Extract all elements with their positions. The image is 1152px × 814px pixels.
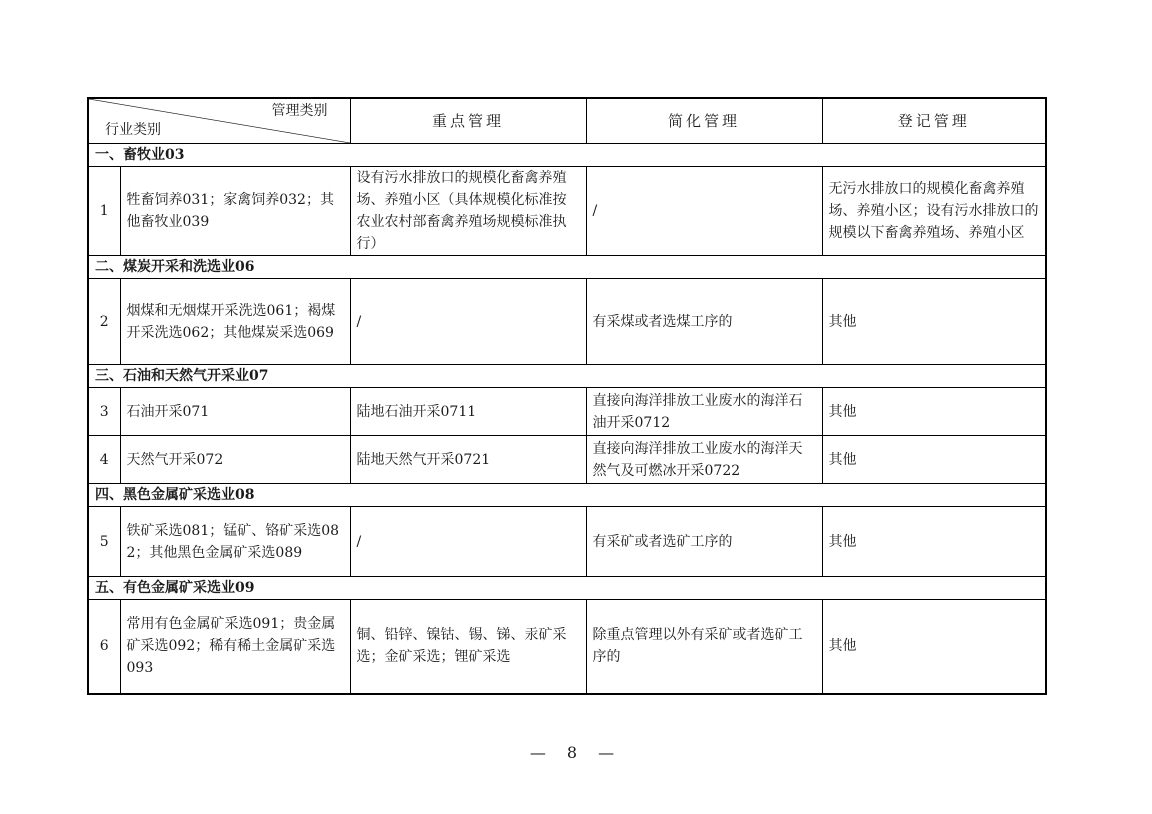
simplified-management-cell: / xyxy=(586,167,822,256)
header-registration-management: 登记管理 xyxy=(822,98,1046,144)
row-number: 1 xyxy=(88,167,120,256)
industry-cell: 常用有色金属矿采选091；贵金属矿采选092；稀有稀土金属矿采选093 xyxy=(120,600,350,694)
simplified-management-cell: 有采煤或者选煤工序的 xyxy=(586,279,822,365)
simplified-management-cell: 直接向海洋排放工业废水的海洋石油开采0712 xyxy=(586,388,822,436)
registration-management-cell: 无污水排放口的规模化畜禽养殖场、养殖小区；设有污水排放口的规模以下畜禽养殖场、养殖小区 xyxy=(822,167,1046,256)
page-number: — 8 — xyxy=(529,743,623,762)
registration-management-cell: 其他 xyxy=(822,600,1046,694)
diagonal-header-cell xyxy=(88,98,350,144)
section-row xyxy=(88,365,1046,388)
header-simplified-management: 简化管理 xyxy=(586,98,822,144)
registration-management-cell: 其他 xyxy=(822,436,1046,484)
row-number: 3 xyxy=(88,388,120,436)
section-row xyxy=(88,577,1046,600)
industry-category-label: 行业类别 xyxy=(105,122,161,138)
registration-management-cell: 其他 xyxy=(822,507,1046,577)
row-number: 6 xyxy=(88,600,120,694)
simplified-management-cell: 有采矿或者选矿工序的 xyxy=(586,507,822,577)
key-management-cell: / xyxy=(350,279,586,365)
key-management-cell: 设有污水排放口的规模化畜禽养殖场、养殖小区（具体规模化标准按农业农村部畜禽养殖场规模标准执行） xyxy=(350,167,586,256)
industry-cell: 天然气开采072 xyxy=(120,436,350,484)
header-row xyxy=(88,98,1046,144)
table-row xyxy=(88,600,1046,694)
section-title: 三、石油和天然气开采业07 xyxy=(88,365,1046,388)
table-row xyxy=(88,507,1046,577)
section-row xyxy=(88,144,1046,167)
section-title: 五、有色金属矿采选业09 xyxy=(88,577,1046,600)
simplified-management-cell: 直接向海洋排放工业废水的海洋天然气及可燃冰开采0722 xyxy=(586,436,822,484)
management-category-label: 管理类别 xyxy=(271,103,328,119)
industry-cell: 牲畜饲养031；家禽饲养032；其他畜牧业039 xyxy=(120,167,350,256)
section-row xyxy=(88,256,1046,279)
section-title: 一、畜牧业03 xyxy=(88,144,1046,167)
row-number: 4 xyxy=(88,436,120,484)
table-row xyxy=(88,436,1046,484)
key-management-cell: 陆地天然气开采0721 xyxy=(350,436,586,484)
table-row xyxy=(88,388,1046,436)
industry-cell: 铁矿采选081；锰矿、铬矿采选082；其他黑色金属矿采选089 xyxy=(120,507,350,577)
row-number: 5 xyxy=(88,507,120,577)
management-category-table xyxy=(87,97,1047,695)
registration-management-cell: 其他 xyxy=(822,279,1046,365)
key-management-cell: 陆地石油开采0711 xyxy=(350,388,586,436)
key-management-cell: 铜、铅锌、镍钴、锡、锑、汞矿采选；金矿采选；锂矿采选 xyxy=(350,600,586,694)
industry-cell: 烟煤和无烟煤开采洗选061；褐煤开采洗选062；其他煤炭采选069 xyxy=(120,279,350,365)
section-title: 四、黑色金属矿采选业08 xyxy=(88,484,1046,507)
row-number: 2 xyxy=(88,279,120,365)
simplified-management-cell: 除重点管理以外有采矿或者选矿工序的 xyxy=(586,600,822,694)
section-row xyxy=(88,484,1046,507)
table-row xyxy=(88,167,1046,256)
key-management-cell: / xyxy=(350,507,586,577)
section-title: 二、煤炭开采和洗选业06 xyxy=(88,256,1046,279)
header-key-management: 重点管理 xyxy=(350,98,586,144)
registration-management-cell: 其他 xyxy=(822,388,1046,436)
industry-cell: 石油开采071 xyxy=(120,388,350,436)
table-row xyxy=(88,279,1046,365)
